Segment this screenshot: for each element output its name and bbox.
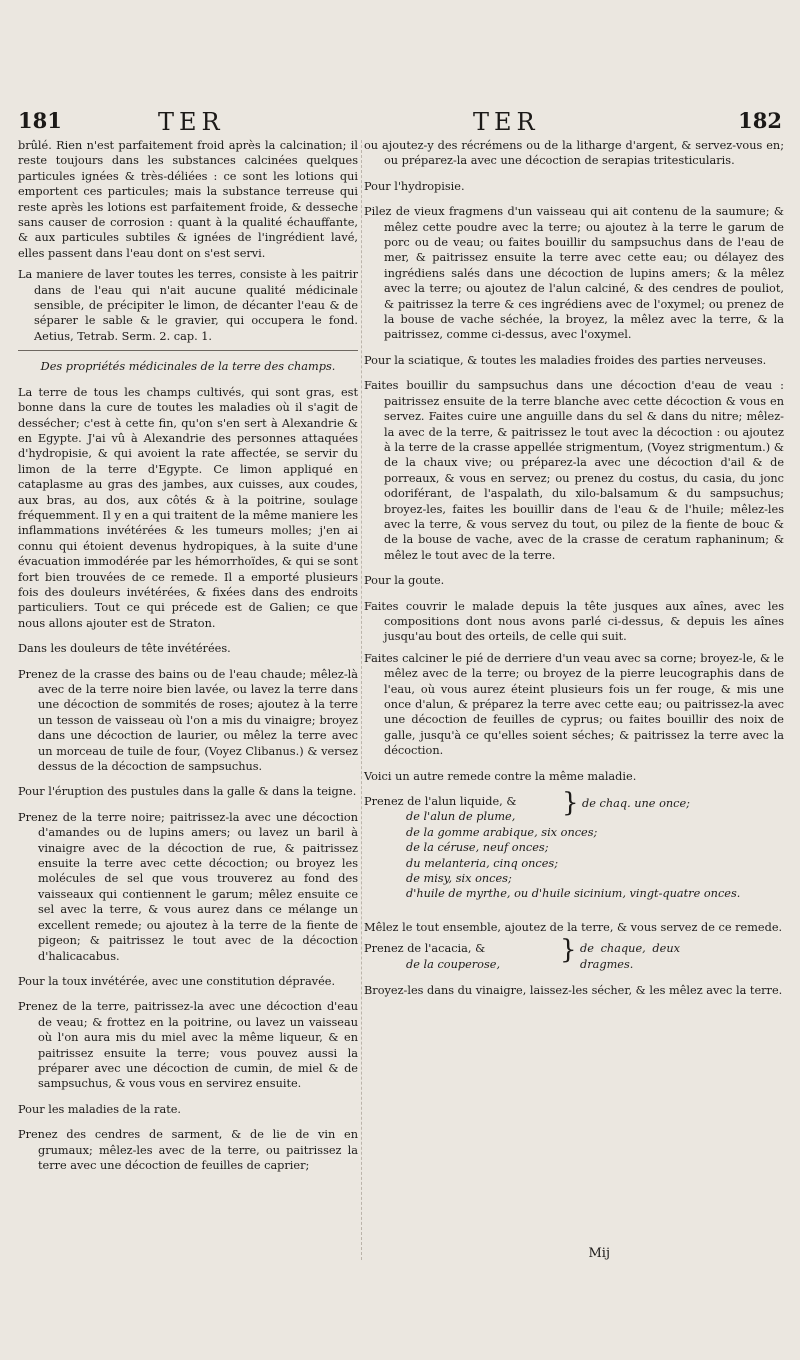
paragraph: Mêlez le tout ensemble, ajoutez de la terre, & vous servez de ce remede. [364, 921, 783, 935]
paragraph: Faites calciner le pié de derriere d'un veau avec sa corne; broyez-le, & le mêlez avec de la terre; ou broyez de la pierre leucographis dans de l'eau, où vous aurez éteint plusieurs fois un fer rouge, & mis une once d'alun, & préparez la terre avec cette eau; ou paitrissez-la avec une décoction de feuilles de cyprus; ou faites bouillir des noix de galle, jusqu'à ce qu'elles soient séches; & paitrissez la terre avec la décoction. [364, 651, 784, 758]
subheading: Pour l'éruption des pustules dans la galle & dans la teigne. [18, 785, 357, 799]
recipe-line: du melanteria, cinq onces; [406, 856, 559, 870]
left-column [18, 138, 358, 1179]
paragraph: brûlé. Rien n'est parfaitement froid après la calcination; il reste toujours dans les substances calcinées quelques particules ignées & très-déliées : ce sont les lotions qui emportent ces particules; mais la substance terreuse qui reste après les lotions est parfaitement froide, & desseche sans causer de corrosion : quant à la qualité échauffante, & aux particules subtiles & ignées de l'ingrédient lavé, elles passent dans l'eau dont on s'est servi. [18, 139, 358, 260]
paragraph: La terre de tous les champs cultivés, qui sont gras, est bonne dans la cure de toutes les maladies où il s'agit de dessécher; c'est à cette fin, qu'on s'en sert à Alexandrie & en Egypte. J'ai vû à Alexandrie des personnes attaquées d'hydropisie, & qui avoient la rate affectée, se servir du limon de la terre d'Egypte. Ce limon appliqué en cataplasme au gras des jambes, aux cuisses, aux coudes, aux bras, au dos, aux côtés & à la poitrine, soulage fréquemment. Il y en a qui traitent de la même maniere les inflammations invétérées & les tumeurs molles; j'en ai connu qui étoient devenus hydropiques, à la suite d'une évacuation immodérée par les hémorrhoïdes, & qui se sont fort bien trouvées de ce remede. Il a emporté plusieurs fois des douleurs invétérées, & fixées dans des endroits particuliers. Tout ce qui précede est de Galien; ce que nous allons ajouter est de Straton. [18, 385, 358, 630]
subheading: Pour la goute. [364, 574, 445, 588]
paragraph: Broyez-les dans du vinaigre, laissez-les sécher, & les mêlez avec la terre. [364, 984, 783, 998]
recipe-list [364, 788, 784, 912]
brace-mark: } [560, 935, 577, 966]
paragraph: Prenez des cendres de sarment, & de lie de vin en grumaux; mêlez-les avec de la terre, ou paitrissez la terre avec une décoction de feuilles de caprier; [18, 1128, 358, 1172]
subheading: Pour les maladies de la rate. [18, 1102, 182, 1116]
recipe-line: de la céruse, neuf onces; [406, 841, 549, 855]
recipe-line: de l'alun de plume, [406, 810, 516, 824]
recipe-quantity: de chaque, deux dragmes. [580, 942, 680, 971]
paragraph: Faites bouillir du sampsuchus dans une décoction d'eau de veau : paitrissez ensuite de la terre blanche avec cette décoction & vous en servez. Faites cuire une anguille dans du sel & dans du nitre; mêlez-la avec de la terre, & paitrissez le tout avec la décoction : ou ajoutez à la terre de la crasse appellée strigmentum, (Voyez strigmentum.) & de la chaux vive; ou préparez-la avec une décoction d'ail & de porreaux, & vous en servez; ou prenez du costus, du casia, du jonc odoriférant, de l'aspalath, du xilo-balsamum & du sampsuchus; broyez-les, faites les bouillir dans de l'eau & de l'huile; mêlez-les avec la terre, & vous servez du tout, ou pilez de la fiente de bouc & de la bouse de vache, avec de la crasse de ceratum raphaninum; & mêlez le tout avec de la terre. [364, 379, 784, 562]
signature-mark [589, 1246, 611, 1261]
recipe-list [364, 935, 784, 975]
column-divider [361, 140, 362, 1260]
running-head-left: TER [158, 108, 225, 136]
brace-mark: } [562, 788, 579, 819]
paragraph: ou ajoutez-y des récrémens ou de la litharge d'argent, & servez-vous en; ou préparez-la avec une décoction de serapias tritesticularis. [364, 139, 784, 168]
signature-text: Mij [588, 1246, 610, 1261]
paragraph: Pilez de vieux fragmens d'un vaisseau qui ait contenu de la saumure; & mêlez cette poudre avec la terre; ou ajoutez à la terre le garum de porc ou de veau; ou faites bouillir du sampsuchus dans de l'eau de mer, & paitrissez ensuite la terre avec cette eau; ou délayez des ingrédiens salés dans une décoction de lupins amers; & la mêlez avec la terre; ou ajoutez de l'alun calciné, & des cendres de pouliot, & paitrissez la terre & ces ingrédiens avec de l'oxymel; ou prenez de la bouse de vache séchée, la broyez, la mêlez avec la terre, & la paitrissez, comme ci-dessus, avec l'oxymel. [364, 205, 784, 342]
recipe-line: de misy, six onces; [406, 872, 512, 886]
running-head-right: TER [473, 108, 540, 136]
recipe-line: d'huile de myrthe, ou d'huile sicinium, vingt-quatre onces. [406, 887, 741, 901]
paragraph: La maniere de laver toutes les terres, consiste à les paitrir dans de l'eau qui n'ait aucune qualité médicinale sensible, de précipiter le limon, de décanter l'eau & de séparer le sable & le gravier, qui occupera le fond. Aetius, Tetrab. Serm. 2. cap. 1. [18, 268, 358, 343]
section-title: Des propriétés médicinales de la terre des champs. [40, 360, 336, 374]
page-number-right: 182 [738, 108, 782, 133]
paragraph: Prenez de la terre noire; paitrissez-la avec une décoction d'amandes ou de lupins amers; ou lavez un baril à vinaigre avec de la décoction de rue, & paitrissez ensuite la terre avec cette décoction; ou broyez les molécules de sel que vous trouverez au fond des vaisseaux qui contiennent le garum; mêlez ensuite ce sel avec la terre, & vous aurez dans ce mélange un excellent remede; ou ajoutez à la terre de la fiente de pigeon; & paitrissez le tout avec de la décoction d'halicacabus. [18, 810, 358, 963]
subheading: Pour la toux invétérée, avec une constitution dépravée. [18, 974, 336, 988]
paragraph: Prenez de la crasse des bains ou de l'eau chaude; mêlez-là avec de la terre noire bien lavée, ou lavez la terre dans une décoction de sommités de roses; ajoutez à la terre un tesson de vaisseau où l'on a mis du vinaigre; broyez dans une décoction de laurier, ou mêlez la terre avec un morceau de tuile de four, (Voyez Clibanus.) & versez dessus de la décoction de sampsuchus. [18, 667, 358, 774]
subheading: Pour la sciatique, & toutes les maladies froides des parties nerveuses. [364, 353, 767, 367]
subheading: Dans les douleurs de tête invétérées. [18, 642, 231, 656]
recipe-quantity: de chaq. une once; [582, 797, 690, 811]
page-number-left: 181 [18, 108, 62, 133]
recipe-line: de la gomme arabique, six onces; [406, 825, 598, 839]
section-rule [18, 350, 358, 351]
recipe-line: de la couperose, [406, 957, 501, 971]
page-header [18, 108, 782, 140]
paragraph: Prenez de la terre, paitrissez-la avec une décoction d'eau de veau; & frottez en la poitrine, ou lavez un vaisseau où l'on aura mis du miel avec la même liqueur, & en paitrissez ensuite la terre; vous pouvez aussi la préparer avec une décoction de cumin, de miel & de sampsuchus, & vous vous en servirez ensuite. [18, 1000, 358, 1091]
right-column [364, 138, 784, 1005]
subheading: Pour l'hydropisie. [364, 179, 465, 193]
paragraph: Faites couvrir le malade depuis la tête jusques aux aînes, avec les compositions dont nous avons parlé ci-dessus, & depuis les aînes jusqu'au bout des orteils, de celle qui suit. [364, 599, 784, 644]
subheading: Voici un autre remede contre la même maladie. [364, 769, 637, 783]
recipe-line: Prenez de l'alun liquide, & [364, 795, 517, 809]
recipe-line: Prenez de l'acacia, & [364, 942, 486, 956]
